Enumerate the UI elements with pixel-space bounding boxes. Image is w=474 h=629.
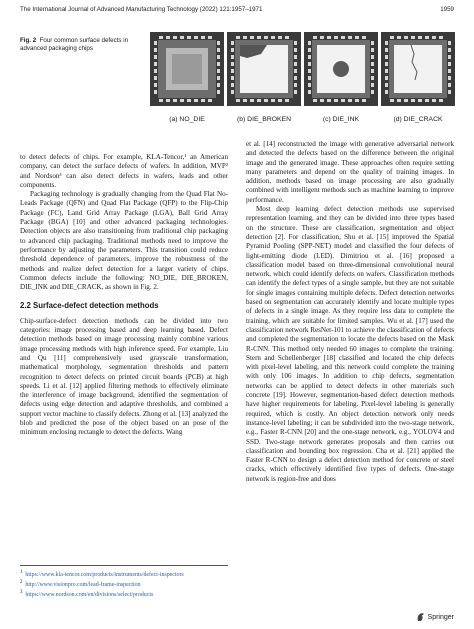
paragraph: et al. [14] reconstructed the image with generative adversarial network and detected the defects based on the difference between the original image and the generated image. These approaches often require setting many parameters and depend on the quality of training images. In addition, methods based on image processing are also gradually combined with intelligent methods such as machine learning to improve performance. [246, 140, 454, 204]
panel-die-crack [381, 32, 455, 123]
panel-label: (a) NO_DIE [169, 116, 205, 123]
publisher-mark [416, 612, 454, 622]
figure-caption [20, 37, 130, 53]
footnote-link[interactable]: https://www.nordson.com/en/divisions/select/products [25, 592, 154, 599]
page-number: 1959 [440, 6, 454, 13]
chip-image-die-broken [227, 32, 301, 106]
paragraph: Most deep learning defect detection methods use supervised representation learning, and they can be divided into three types based on the structure. These are classification, segmentation and object detection [2]. For classification, Shu et al. [15] improved the Spatial Pyramid Pooling (SPP-NET) model and classified the four defects of light-emitting diode (LED). Dimitriou et al. [16] proposed a classification model based on three-dimensional convolutional neural network, which could identify defects on wafers. Classification methods can identify the defect types of a single sample, but they are not suitable for single images containing multiple defects. Defect detection networks based on segmentation can accurately identify and locate multiple types of defects in a single image. As they require less data to complete the training, which are suitable for limited samples. Wu et al. [17] used the classification network ResNet-101 to achieve the classification of defects and completed the segmentation to locate the defects based on the Mask R-CNN. This method only needed 60 images to complete the training. Stern and Schellenberger [18] classified and located the chip defects with pixel-level labeling, and this network could complete the training with only 106 images. In addition to chip defects, segmentation networks can be applied to detect defects in other materials such concrete [19]. However, segmentation-based defect detection methods have higher requirements for labeling. Pixel-level labeling is generally required, which is costly. An object detection network only needs instance-level labeling; it can be subdivided into the two-stage network, e.g., Faster R-CNN [20] and the one-stage network, e.g., YOLOV4 and SSD. Two-stage network generates proposals and then carries out classification and bounding box regression. Cha et al. [21] applied the Faster R-CNN to design a defect detection method for concrete or steel cracks, which effectively identified five types of defects. One-stage network is region-free and does [246, 205, 455, 483]
figure-caption-text: Four common surface defects in advanced packaging chips [20, 37, 129, 52]
figure-caption-label: Fig. 2 [20, 37, 37, 44]
defect-figure [150, 32, 455, 123]
springer-horse-icon [416, 612, 425, 622]
panel-label: (c) DIE_INK [322, 116, 360, 123]
right-column [246, 140, 454, 484]
footnote-link[interactable]: http://www.visionpro.com/lead-frame-inspection [25, 582, 141, 589]
panel-no-die [150, 32, 224, 123]
paragraph: Packaging technology is gradually changing from the Quad Flat No-Leads Package (QFN) and Quad Flat Package (QFP) to the Flip-Chip Package (FC), Land Grid Array Package (LGA), Ball Grid Array Package (BGA) [10] and other advanced packaging technologies. Detection objects are also transitioning from traditional chip packaging to advanced chip packaging. Traditional methods need to improve the performance by adjusting the parameters. This transition could reduce threshold dependence of parameters, improve the robustness of the methods and realize defect detection for a larger variety of chips. Common defects include the following: NO_DIE, DIE_BROKEN, DIE_INK and DIE_CRACK, as shown in Fig. 2. [20, 190, 228, 292]
journal-title: The International Journal of Advanced Manufacturing Technology (2022) 121:1957–1971 [20, 6, 263, 13]
footnote-link[interactable]: https://www.kla-tencor.com/products/instruments/defect-inspectors [25, 571, 184, 578]
footnote: $^1$ https://www.kla-tencor.com/products/instruments/defect-inspectors [20, 570, 184, 578]
paragraph: to detect defects of chips. For example, KLA-Tencor,¹ an American company, can detect the surface defects of wafers. In addition, MVP² and Nordson³ can also detect defects in wafers, leads and other components. [20, 153, 228, 189]
running-header [20, 6, 454, 18]
publisher-name: Springer [427, 613, 454, 621]
left-column [20, 153, 228, 438]
chip-image-no-die [150, 32, 224, 106]
section-heading: 2.2 Surface-defect detection methods [20, 301, 159, 311]
panel-die-broken [227, 32, 301, 123]
panel-die-ink [304, 32, 378, 123]
footnotes [20, 565, 228, 600]
panel-label: (d) DIE_CRACK [393, 116, 443, 123]
paragraph: Chip-surface-defect detection methods can be divided into two categories: image processing based and deep learning based. Defect detection methods based on image processing mainly combine various image processing methods with high inference speed. For example, Liu and Qu [11] comprehensively used grayscale transformation, mathematical morphology, segmentation thresholds and pattern recognition to detect defects on printed circuit boards (PCB) at high speeds. Li et al. [12] applied filtering methods to effectively eliminate the interference of image background, identified the segmentation of defects using edge detection and adaptive thresholds, and combined a support vector machine to classify defects. Zhong et al. [13] analyzed the blob and predicted the pose of the object based on an pose of the minimum enclosing rectangle to detect the defects. Wang [20, 316, 228, 437]
footnote: $^3$ https://www.nordson.com/en/divisions/select/products [20, 590, 154, 599]
chip-image-die-ink [304, 32, 378, 106]
footnote: $^2$ http://www.visionpro.com/lead-frame-inspection [20, 580, 141, 589]
panel-label: (b) DIE_BROKEN [236, 116, 291, 123]
chip-image-die-crack [381, 32, 455, 106]
